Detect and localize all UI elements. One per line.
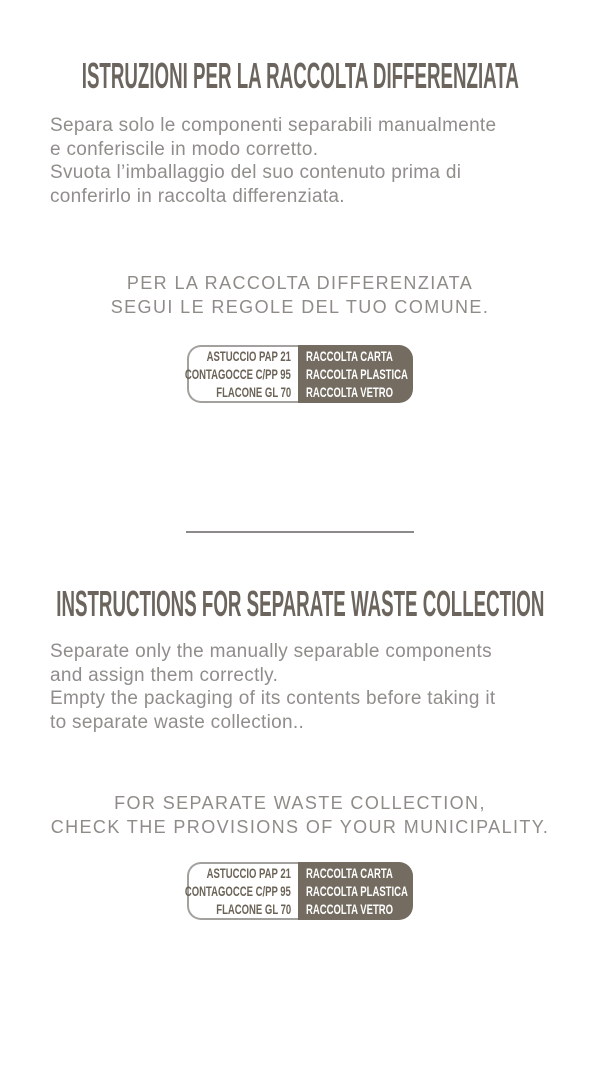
table-row [306, 864, 413, 882]
table-row [189, 347, 291, 365]
disposal-table-english [187, 862, 413, 920]
section-divider [186, 531, 414, 533]
subhead-line: CHECK THE PROVISIONS OF YOUR MUNICIPALITY. [50, 816, 550, 837]
table-row [185, 365, 291, 383]
italian-title-text: ISTRUZIONI PER LA RACCOLTA DIFFERENZIATA [81, 55, 519, 96]
table-row [185, 882, 291, 900]
component-cell: ASTUCCIO PAP 21 [206, 865, 291, 881]
paragraph-line: Separa solo le componenti separabili manualmente [50, 115, 497, 136]
component-column [187, 862, 298, 920]
collection-cell: RACCOLTA VETRO [306, 384, 394, 400]
component-cell: ASTUCCIO PAP 21 [206, 348, 291, 364]
disposal-table-italian [187, 345, 413, 403]
component-cell: CONTAGOCCE C/PP 95 [185, 883, 291, 899]
table-row [189, 864, 291, 882]
italian-paragraph [0, 114, 600, 208]
table-row [306, 347, 413, 365]
paragraph-line: conferirlo in raccolta differenziata. [50, 185, 345, 207]
table-row [306, 383, 413, 401]
collection-cell: RACCOLTA VETRO [306, 901, 394, 917]
collection-column [298, 345, 413, 403]
collection-cell: RACCOLTA PLASTICA [306, 366, 408, 382]
english-subhead [0, 792, 600, 839]
table-row [189, 383, 291, 401]
table-row [189, 900, 291, 918]
english-section-title [0, 583, 600, 624]
table-row [306, 882, 413, 900]
component-cell: FLACONE GL 70 [216, 901, 291, 917]
collection-cell: RACCOLTA CARTA [306, 348, 393, 364]
subhead-line: SEGUI LE REGOLE DEL TUO COMUNE. [110, 296, 490, 317]
table-row [306, 365, 413, 383]
collection-cell: RACCOLTA PLASTICA [306, 883, 408, 899]
paragraph-line: and assign them correctly. [50, 664, 279, 686]
paragraph-line: Svuota l’imballaggio del suo contenuto prima di [50, 162, 462, 183]
table-row [306, 900, 413, 918]
component-cell: CONTAGOCCE C/PP 95 [185, 366, 291, 382]
paragraph-line: Separate only the manually separable components [50, 641, 492, 662]
paragraph-line: to separate waste collection.. [50, 711, 305, 733]
collection-column [298, 862, 413, 920]
component-column [187, 345, 298, 403]
english-title-text: INSTRUCTIONS FOR SEPARATE WASTE COLLECTION [55, 583, 545, 624]
collection-cell: RACCOLTA CARTA [306, 865, 393, 881]
italian-section-title [0, 55, 600, 96]
component-cell: FLACONE GL 70 [216, 384, 291, 400]
paragraph-line: Empty the packaging of its contents before taking it [50, 688, 496, 709]
paragraph-line: e conferiscile in modo corretto. [50, 138, 319, 160]
subhead-line: FOR SEPARATE WASTE COLLECTION, [114, 793, 486, 813]
italian-subhead [0, 272, 600, 319]
english-paragraph [0, 640, 600, 734]
subhead-line: PER LA RACCOLTA DIFFERENZIATA [126, 273, 474, 293]
